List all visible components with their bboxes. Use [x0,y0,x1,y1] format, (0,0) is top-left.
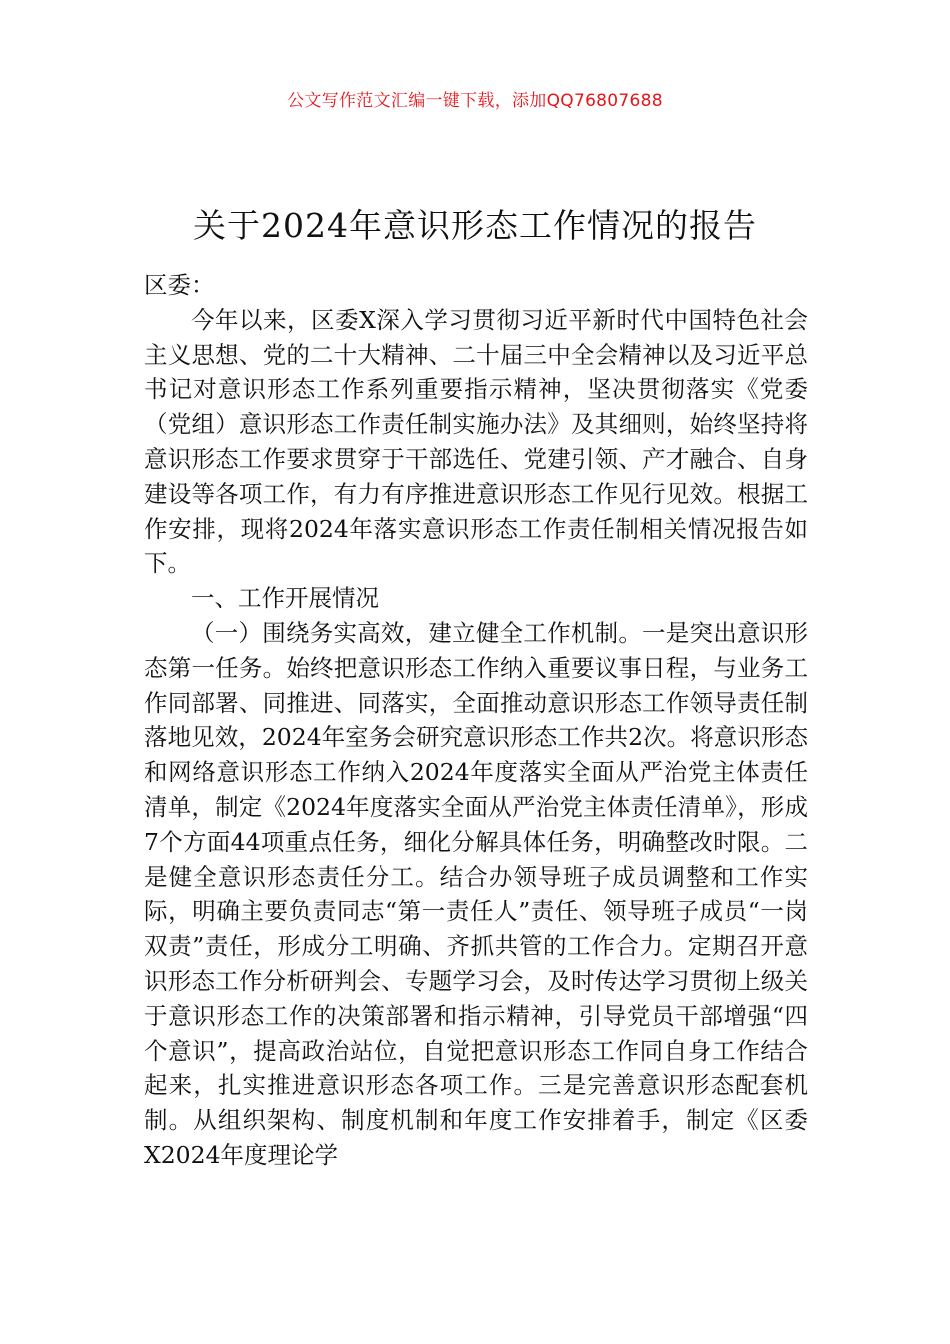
paragraph-section-1-1: （一）围绕务实高效，建立健全工作机制。一是突出意识形态第一任务。始终把意识形态工作纳入重要议事日程，与业务工作同部署、同推进、同落实，全面推动意识形态工作领导责任制落地见效，2024年室务会研究意识形态工作共2次。将意识形态和网络意识形态工作纳入2024年度落实全面从严治党主体责任清单，制定《2024年度落实全面从严治党主体责任清单》，形成7个方面44项重点任务，细化分解具体任务，明确整改时限。二是健全意识形态责任分工。结合办领导班子成员调整和工作实际，明确主要负责同志“第一责任人”责任、领导班子成员“一岗双责”责任，形成分工明确、齐抓共管的工作合力。定期召开意识形态工作分析研判会、专题学习会，及时传达学习贯彻上级关于意识形态工作的决策部署和指示精神，引导党员干部增强“四个意识”，提高政治站位，自觉把意识形态工作同自身工作结合起来，扎实推进意识形态各项工作。三是完善意识形态配套机制。从组织架构、制度机制和年度工作安排着手，制定《区委X2024年度理论学 [144,618,808,1169]
header-promo-note: 公文写作范文汇编一键下载，添加QQ76807688 [287,91,663,111]
document-title: 关于2024年意识形态工作情况的报告 [193,206,757,246]
salutation: 区委： [144,271,215,299]
paragraph-intro: 今年以来，区委X深入学习贯彻习近平新时代中国特色社会主义思想、党的二十大精神、二十届三中全会精神以及习近平总书记对意识形态工作系列重要指示精神，坚决贯彻落实《党委（党组）意识形态工作责任制实施办法》及其细则，始终坚持将意识形态工作要求贯穿于干部选任、党建引领、产才融合、自身建设等各项工作，有力有序推进意识形态工作见行见效。根据工作安排，现将2024年落实意识形态工作责任制相关情况报告如下。 [144,305,808,578]
section-heading-1: 一、工作开展情况 [191,584,379,613]
document-body [144,268,808,1173]
